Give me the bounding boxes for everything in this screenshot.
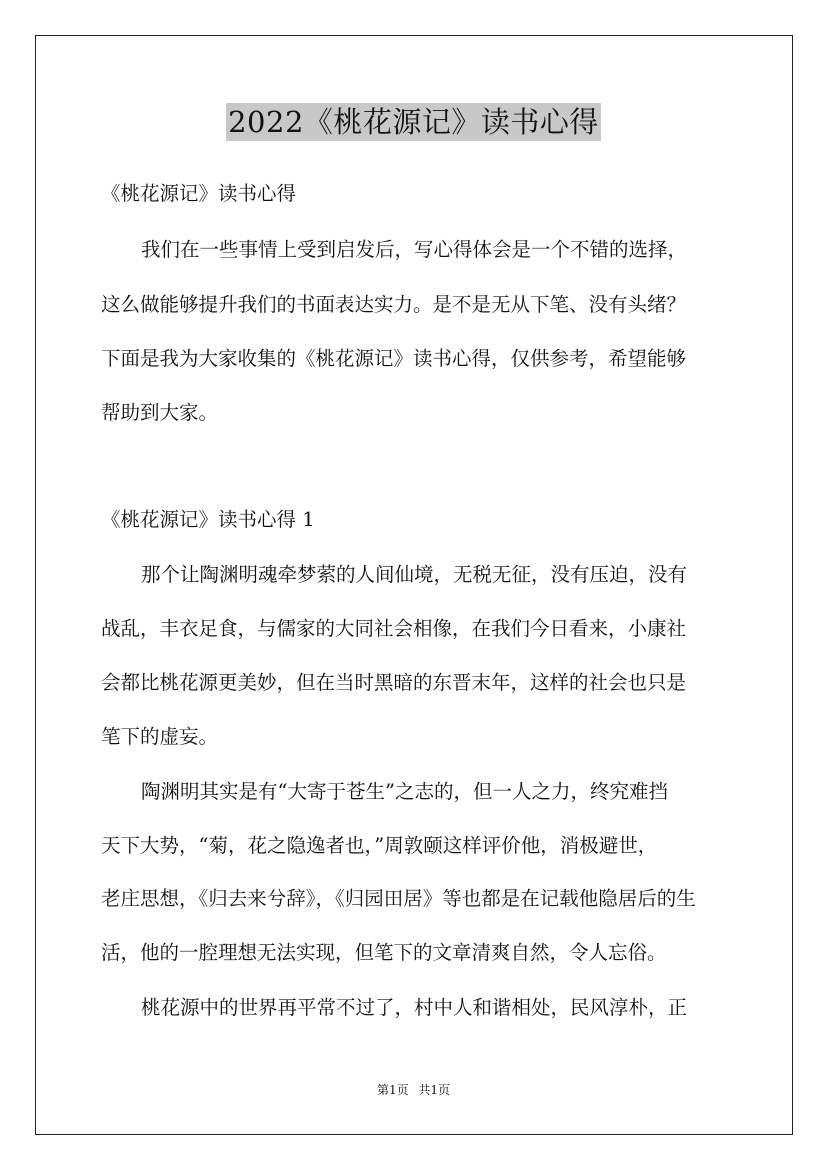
paragraph-1-line: 战乱，丰衣足食，与儒家的大同社会相像，在我们今日看来，小康社	[101, 617, 687, 640]
paragraph-2-line: 天下大势，“菊，花之隐逸者也，”周敦颐这样评价他，消极避世，	[101, 834, 658, 857]
intro-line: 下面是我为大家收集的《桃花源记》读书心得，仅供参考，希望能够	[101, 347, 687, 370]
paragraph-1-line: 会都比桃花源更美妙，但在当时黑暗的东晋末年，这样的社会也只是	[101, 671, 687, 694]
paragraph-1-line: 那个让陶渊明魂牵梦萦的人间仙境，无税无征，没有压迫，没有	[141, 563, 688, 586]
paragraph-2-line: 老庄思想，《归去来兮辞》，《归园田居》等也都是在记载他隐居后的生	[101, 887, 696, 910]
intro-line: 这么做能够提升我们的书面表达实力。是不是无从下笔、没有头绪？	[101, 293, 687, 316]
section-heading-1: 《桃花源记》读书心得 1	[101, 508, 315, 531]
intro-line: 我们在一些事情上受到启发后，写心得体会是一个不错的选择，	[141, 238, 688, 261]
page-total: 共1页	[418, 1083, 451, 1097]
paragraph-2-line: 活，他的一腔理想无法实现，但笔下的文章清爽自然，令人忘俗。	[101, 941, 667, 964]
paragraph-2-line: 陶渊明其实是有“大寄于苍生”之志的，但一人之力，终究难挡	[141, 780, 668, 803]
intro-line: 帮助到大家。	[101, 401, 219, 424]
title-container	[0, 103, 827, 141]
paragraph-3-line: 桃花源中的世界再平常不过了，村中人和谐相处，民风淳朴，正	[141, 996, 688, 1019]
page-footer	[0, 1082, 827, 1098]
paragraph-1-line: 笔下的虚妄。	[101, 725, 219, 748]
section-heading-intro: 《桃花源记》读书心得	[101, 182, 297, 205]
page-number: 第1页	[376, 1083, 409, 1097]
document-title: 2022《桃花源记》读书心得	[228, 105, 599, 139]
